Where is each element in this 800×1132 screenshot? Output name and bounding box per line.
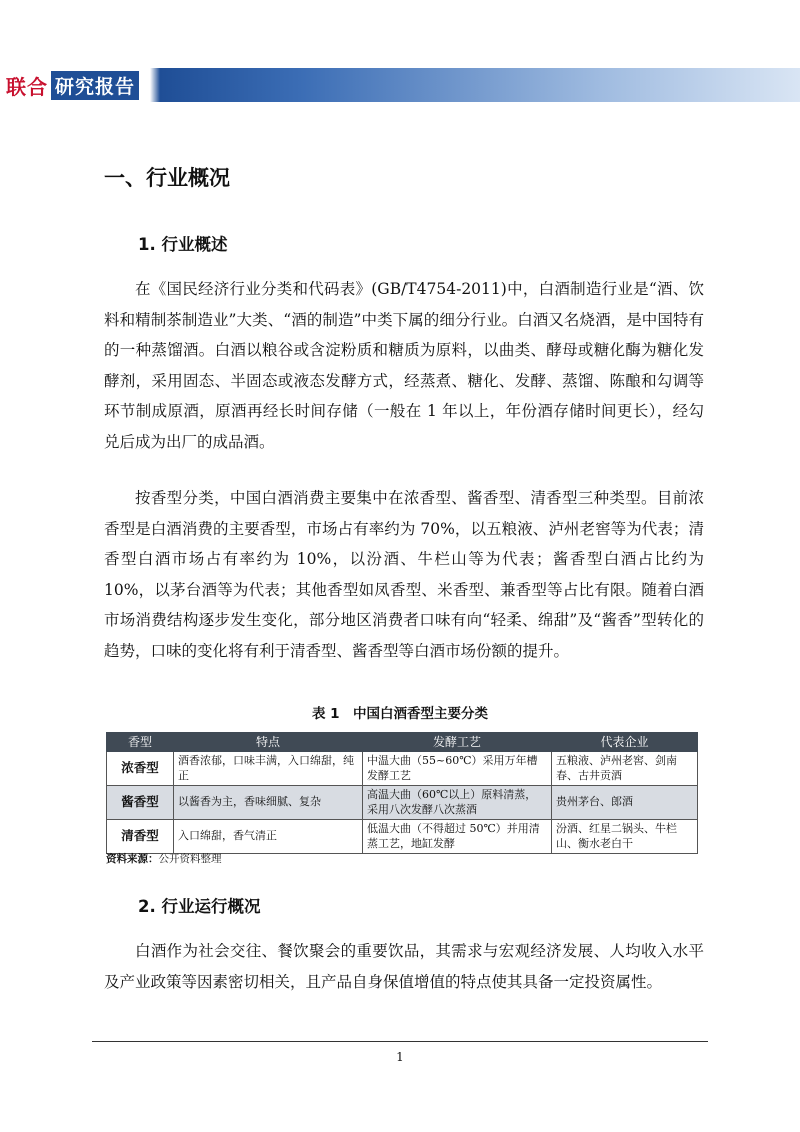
source-text: 公开资料整理 (158, 853, 222, 865)
table-row (107, 786, 698, 820)
table-cell-type: 浓香型 (107, 752, 174, 786)
footer-divider (92, 1041, 708, 1042)
table-cell-type: 清香型 (107, 820, 174, 854)
table-header-cell: 特点 (174, 733, 363, 752)
report-brand (6, 72, 139, 98)
source-label: 资料来源： (106, 853, 159, 865)
table-row (107, 820, 698, 854)
table-source-note (106, 851, 222, 866)
paragraph-operations-1: 白酒作为社会交往、餐饮聚会的重要饮品，其需求与宏观经济发展、人均收入水平及产业政策等因素密切相关，且产品自身保值增值的特点使其具备一定投资属性。 (104, 942, 704, 991)
table-cell: 酒香浓郁，口味丰满，入口绵甜，纯正 (174, 752, 363, 786)
subsection-title-overview: 1. 行业概述 (138, 235, 228, 254)
table-header-cell: 代表企业 (552, 733, 698, 752)
table-cell: 中温大曲（55~60℃）采用万年槽发酵工艺 (363, 752, 552, 786)
table-cell: 高温大曲（60℃以上）原料清蒸，采用八次发酵八次蒸酒 (363, 786, 552, 820)
brand-red-text: 联合 (6, 74, 48, 99)
paragraph-overview-1: 在《国民经济行业分类和代码表》(GB/T4754-2011)中，白酒制造行业是“酒、饮料和精制茶制造业”大类、“酒的制造”中类下属的细分行业。白酒又名烧酒，是中国特有的一种蒸馏酒。白酒以粮谷或含淀粉质和糖质为原料，以曲类、酵母或糖化酶为糖化发酵剂，采用固态、半固态或液态发酵方式，经蒸煮、糖化、发酵、蒸馏、陈酿和勾调等环节制成原酒，原酒再经长时间存储（一般在 1 年以上，年份酒存储时间更长），经勾兑后成为出厂的成品酒。 (104, 280, 704, 451)
aroma-type-table (106, 732, 698, 854)
table-cell-type: 酱香型 (107, 786, 174, 820)
table-header-row (107, 733, 698, 752)
brand-blue-text: 研究报告 (51, 71, 139, 100)
table-cell: 汾酒、红星二锅头、牛栏山、衡水老白干 (552, 820, 698, 854)
table-cell: 以酱香为主，香味细腻、复杂 (174, 786, 363, 820)
paragraph-overview-2: 按香型分类，中国白酒消费主要集中在浓香型、酱香型、清香型三种类型。目前浓香型是白酒消费的主要香型，市场占有率约为 70%，以五粮液、泸州老窖等为代表；清香型白酒市场占有率约为 10%，以汾酒、牛栏山等为代表；酱香型白酒占比约为 10%，以茅台酒等为代表；其他香型如凤香型、米香型、兼香型等占比有限。随着白酒市场消费结构逐步发生变化，部分地区消费者口味有向“轻柔、绵甜”及“酱香”型转化的趋势，口味的变化将有利于清香型、酱香型等白酒市场份额的提升。 (104, 489, 704, 660)
table-header-cell: 发酵工艺 (363, 733, 552, 752)
section-title: 一、行业概况 (104, 166, 230, 190)
page-number: 1 (396, 1050, 404, 1064)
table-cell: 贵州茅台、郎酒 (552, 786, 698, 820)
table-header-cell: 香型 (107, 733, 174, 752)
table-caption: 表 1 中国白酒香型主要分类 (311, 706, 489, 722)
table-cell: 入口绵甜，香气清正 (174, 820, 363, 854)
table-cell: 低温大曲（不得超过 50℃）并用清蒸工艺，地缸发酵 (363, 820, 552, 854)
table-row (107, 752, 698, 786)
subsection-title-operations: 2. 行业运行概况 (138, 897, 261, 916)
table-cell: 五粮液、泸州老窖、剑南春、古井贡酒 (552, 752, 698, 786)
